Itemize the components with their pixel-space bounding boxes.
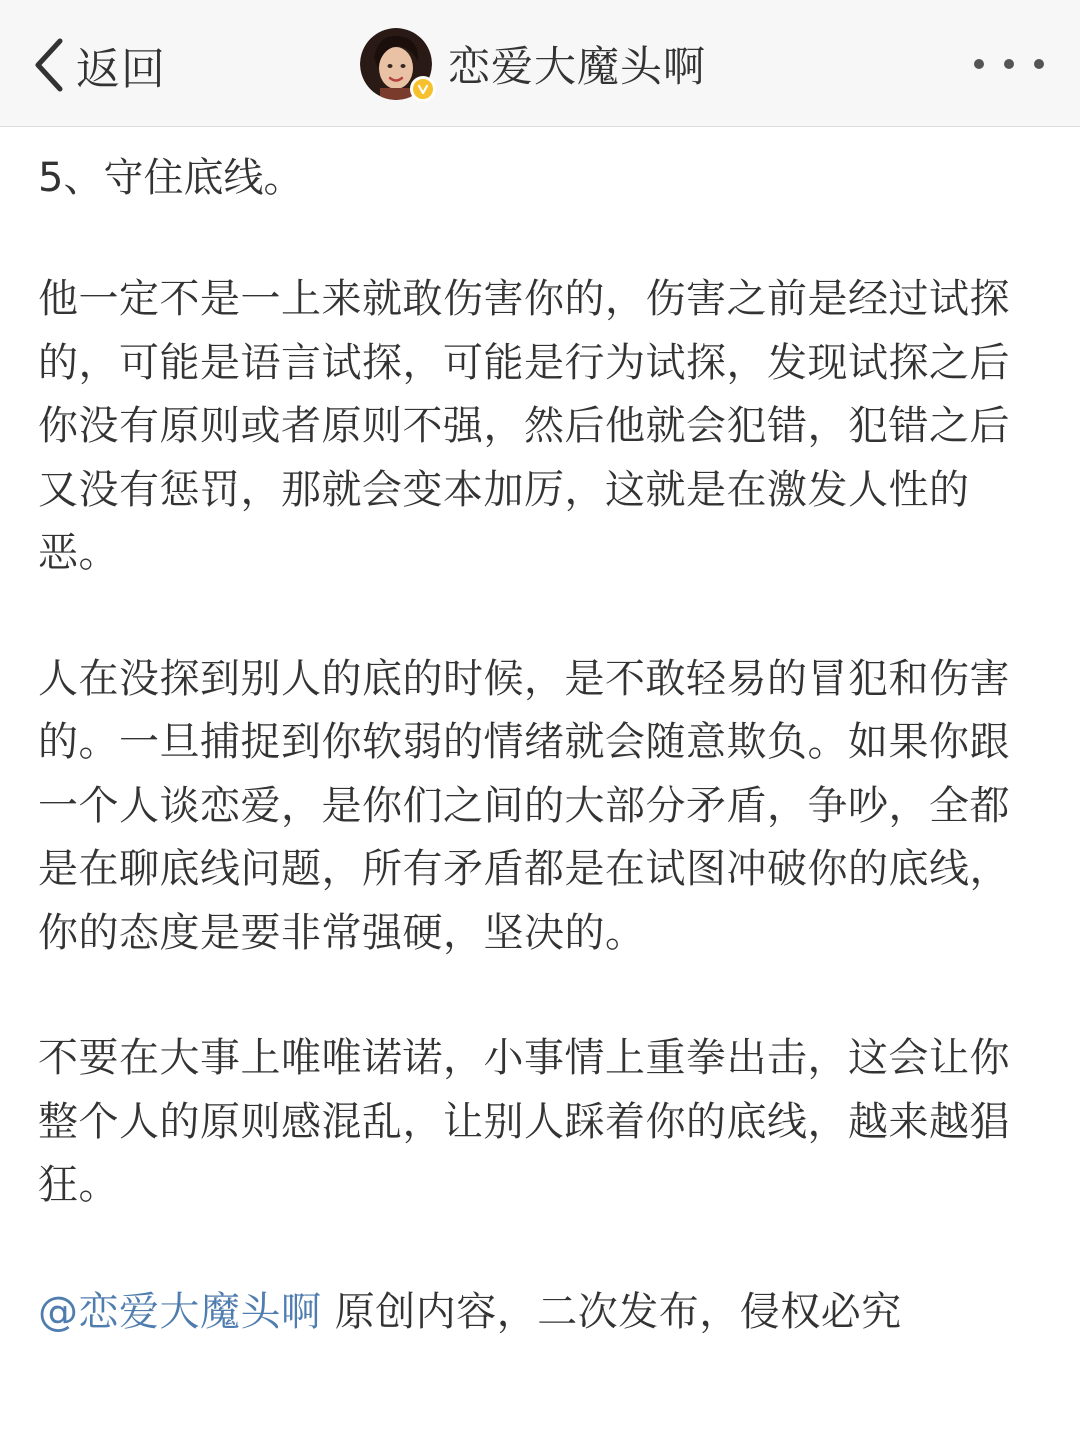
copyright-text: 原创内容，二次发布，侵权必究	[321, 1288, 902, 1335]
chevron-left-icon	[30, 35, 66, 95]
author-mention-link[interactable]: @恋爱大魔头啊	[38, 1288, 322, 1335]
post-heading: 5、守住底线。	[38, 155, 304, 201]
post-paragraph: 人在没探到别人的底的时候，是不敢轻易的冒犯和伤害的。一旦捕捉到你软弱的情绪就会随意欺负。如果你跟一个人谈恋爱，是你们之间的大部分矛盾，争吵，全都是在聊底线问题，所有矛盾都是在试图冲破你的底线，你的态度是要非常强硬，坚决的。	[38, 655, 1010, 956]
more-dot-icon	[1034, 59, 1044, 69]
back-label: 返回	[76, 44, 166, 95]
more-dot-icon	[1004, 59, 1014, 69]
navigation-bar	[0, 0, 1080, 127]
back-button[interactable]	[30, 30, 166, 100]
post-paragraph: 不要在大事上唯唯诺诺，小事情上重拳出击，这会让你整个人的原则感混乱，让别人踩着你的底线，越来越猖狂。	[38, 1035, 1010, 1208]
more-options-button[interactable]	[974, 50, 1044, 78]
avatar[interactable]	[360, 28, 432, 100]
verified-badge-icon	[410, 76, 436, 102]
post-content	[38, 146, 1038, 1344]
copyright-notice	[38, 1280, 1038, 1344]
post-paragraph: 他一定不是一上来就敢伤害你的，伤害之前是经过试探的，可能是语言试探，可能是行为试探，发现试探之后你没有原则或者原则不强，然后他就会犯错，犯错之后又没有惩罚，那就会变本加厉，这就是在激发人性的恶。	[38, 276, 1010, 576]
more-dot-icon	[974, 59, 984, 69]
profile-title-group[interactable]	[360, 28, 706, 100]
page-title[interactable]: 恋爱大魔头啊	[448, 42, 707, 91]
